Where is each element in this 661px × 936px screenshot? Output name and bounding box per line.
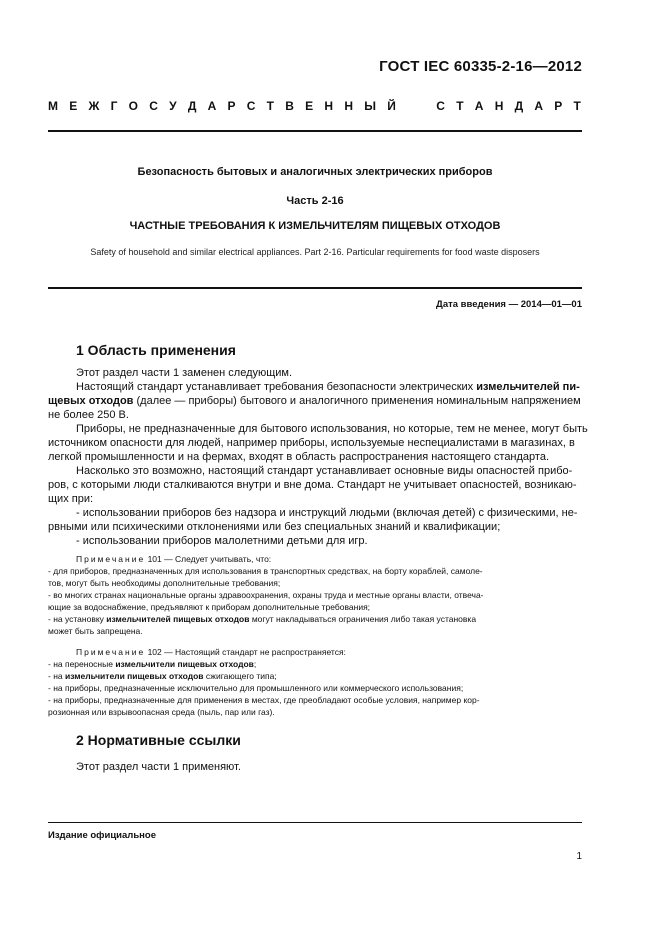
section-1-body: [48, 366, 588, 548]
banner-letter: Й: [387, 99, 396, 113]
banner-letter: Р: [554, 99, 563, 113]
banner-letter: С: [149, 99, 158, 113]
paragraph-line: рвными или психическими отклонениями или без специальных знаний и квалификации;: [48, 521, 501, 533]
note-line: Примечание 102 — Настоящий стандарт не распространяется:: [76, 647, 346, 657]
page-number: 1: [576, 851, 582, 862]
header-rule: [48, 130, 582, 132]
note-line: розионная или взрывоопасная среда (пыль, пар или газ).: [48, 707, 275, 717]
banner-letter: Д: [187, 99, 197, 113]
section-1-heading: 1 Область применения: [76, 342, 236, 358]
document-title: Безопасность бытовых и аналогичных электрических приборов: [137, 166, 493, 178]
paragraph-line: источником опасности для людей, например приборы, используемые неспециалистами в магазинах, в: [48, 437, 575, 449]
paragraph-line: Этот раздел части 1 заменен следующим.: [76, 367, 293, 379]
section-2-body: [48, 760, 582, 774]
banner-letter: Н: [344, 99, 353, 113]
banner-letter: Т: [456, 99, 464, 113]
paragraph-line: не более 250 В.: [48, 409, 129, 421]
official-edition-label: Издание официальное: [48, 830, 156, 841]
paragraph-line: - использовании приборов малолетними детьми для игр.: [76, 535, 368, 547]
note-line: - для приборов, предназначенных для использования в транспортных средствах, на борту кораблей, самоле-: [48, 566, 483, 576]
banner-letter: М: [48, 99, 58, 113]
note-line: - во многих странах национальные органы здравоохранения, охраны труда и местные органы власти, отвеча-: [48, 590, 484, 600]
footer-rule: [48, 822, 582, 823]
note-line: тов, могут быть необходимы дополнительные требования;: [48, 578, 281, 588]
banner-letter: Н: [324, 99, 334, 113]
banner-letter: Е: [69, 99, 78, 113]
document-part: Часть 2-16: [286, 195, 344, 207]
note-line: ющие за водоснабжение, предъявляют к приборам дополнительные требования;: [48, 602, 371, 612]
note-101: [48, 553, 582, 637]
paragraph-line: Этот раздел части 1 применяют.: [76, 761, 241, 773]
banner-letter: Д: [514, 99, 524, 113]
paragraph-line: Приборы, не предназначенные для бытового использования, но которые, тем не менее, могут быть: [76, 423, 588, 435]
note-102: [48, 646, 582, 718]
paragraph-line: Настоящий стандарт устанавливает требования безопасности электрических измельчителей пи-: [76, 381, 580, 393]
banner-letter: С: [246, 99, 256, 113]
paragraph-line: щих при:: [48, 493, 94, 505]
note-line: - на приборы, предназначенные исключительно для промышленного или коммерческого использования;: [48, 683, 464, 693]
banner-letter: Е: [305, 99, 314, 113]
banner-letter: А: [207, 99, 217, 113]
english-title: Safety of household and similar electrical appliances. Part 2-16. Particular requirements for food waste disposers: [90, 247, 540, 257]
note-line: - на измельчители пищевых отходов сжигающего типа;: [48, 671, 277, 681]
banner-letter: Т: [266, 99, 275, 113]
banner-letter: У: [169, 99, 177, 113]
introduction-date: Дата введения — 2014—01—01: [436, 299, 582, 310]
paragraph-line: ров, с которыми люди сталкиваются внутри и вне дома. Стандарт не учитывает опасностей, возникаю-: [48, 479, 577, 491]
note-line: - на приборы, предназначенные для применения в местах, где преобладают особые условия, например кор-: [48, 695, 480, 705]
paragraph-line: - использовании приборов без надзора и инструкций людьми (включая детей) с физическими, не-: [76, 507, 578, 519]
banner-gap: [407, 99, 425, 113]
banner-letter: А: [474, 99, 484, 113]
banner-letter: Р: [227, 99, 236, 113]
note-line: Примечание 101 — Следует учитывать, что:: [76, 554, 272, 564]
section-2-heading: 2 Нормативные ссылки: [76, 732, 241, 748]
banner-letter: А: [534, 99, 544, 113]
note-line: может быть запрещена.: [48, 626, 143, 636]
banner-letter: Ж: [88, 99, 100, 113]
note-line: - на переносные измельчители пищевых отходов;: [48, 659, 257, 669]
banner-letter: В: [285, 99, 294, 113]
standard-number: ГОСТ IEC 60335-2-16—2012: [379, 58, 582, 75]
banner-letter: Ы: [364, 99, 376, 113]
document-subtitle: ЧАСТНЫЕ ТРЕБОВАНИЯ К ИЗМЕЛЬЧИТЕЛЯМ ПИЩЕВЫХ ОТХОДОВ: [129, 220, 501, 232]
title-rule: [48, 287, 582, 289]
banner-letter: Т: [573, 99, 581, 113]
banner-letter: С: [436, 99, 445, 113]
note-line: - на установку измельчителей пищевых отходов могут накладываться ограничения либо такая установка: [48, 614, 477, 624]
paragraph-line: Насколько это возможно, настоящий стандарт устанавливает основные виды опасностей прибо-: [76, 465, 573, 477]
banner-letter: Н: [494, 99, 504, 113]
interstate-standard-banner: [48, 99, 581, 113]
banner-letter: Г: [110, 99, 118, 113]
banner-letter: О: [128, 99, 138, 113]
paragraph-line: легкой промышленности и на фермах, входят в область распространения настоящего стандарта.: [48, 451, 550, 463]
paragraph-line: щевых отходов (далее — приборы) бытового и аналогичного применения номинальным напряжением: [48, 395, 581, 407]
